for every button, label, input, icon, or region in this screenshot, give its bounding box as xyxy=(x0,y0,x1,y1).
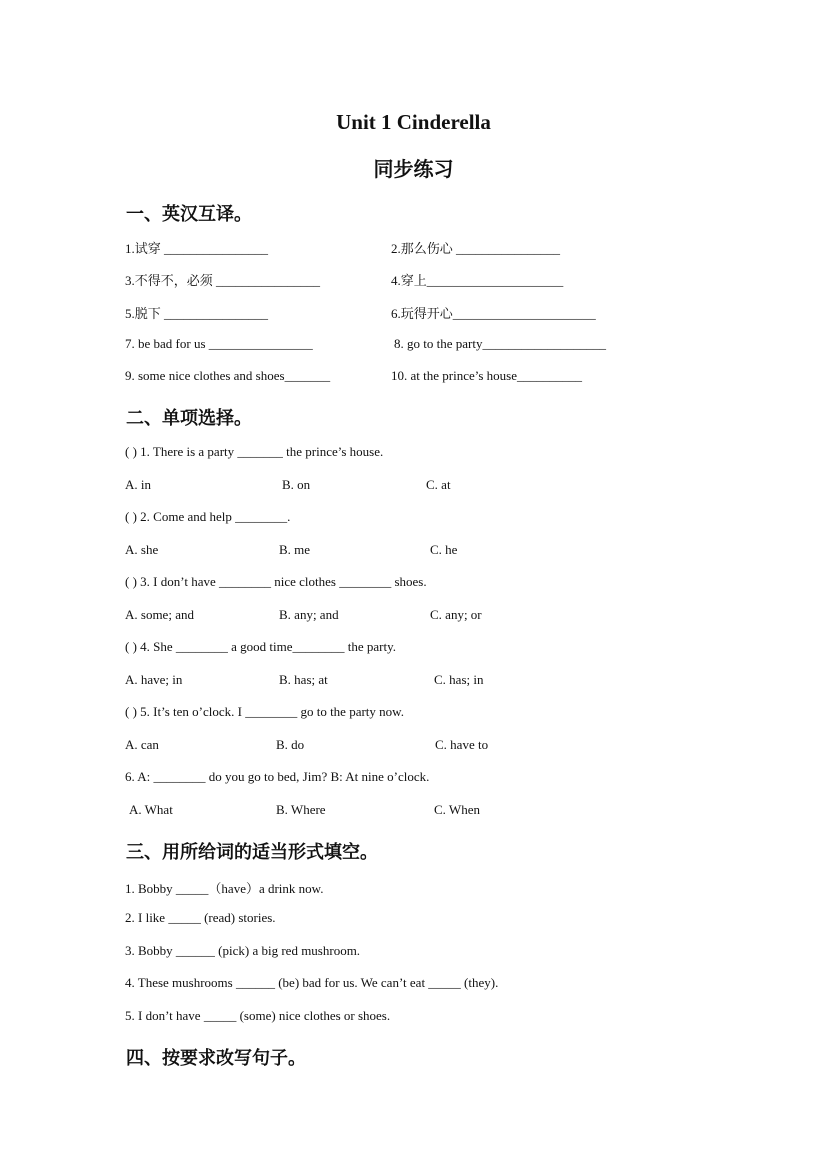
choice-option-2c: C. he xyxy=(430,542,458,557)
translation-item-2: 2.那么伤心 ________________ xyxy=(391,241,561,256)
translation-item-10: 10. at the prince’s house__________ xyxy=(391,368,582,383)
choice-option-4b: B. has; at xyxy=(279,672,328,687)
choice-question-1: ( ) 1. There is a party _______ the prince’s house. xyxy=(125,444,384,459)
choice-option-3b: B. any; and xyxy=(279,607,339,622)
fill-item-5: 5. I don’t have _____ (some) nice clothes or shoes. xyxy=(125,1008,391,1023)
choice-option-2a: A. she xyxy=(125,542,159,557)
fill-item-3: 3. Bobby ______ (pick) a big red mushroom. xyxy=(125,943,361,958)
page-title: Unit 1 Cinderella xyxy=(336,110,491,134)
choice-option-4a: A. have; in xyxy=(125,672,183,687)
fill-item-2: 2. I like _____ (read) stories. xyxy=(125,910,276,925)
page-subtitle: 同步练习 xyxy=(373,159,454,181)
choice-option-6c: C. When xyxy=(434,802,480,817)
choice-option-2b: B. me xyxy=(279,542,311,557)
translation-item-8: 8. go to the party___________________ xyxy=(394,336,606,351)
choice-question-2: ( ) 2. Come and help ________. xyxy=(125,509,291,524)
choice-option-5a: A. can xyxy=(125,737,159,752)
section-4-heading: 四、按要求改写句子。 xyxy=(126,1048,306,1068)
translation-item-1: 1.试穿 ________________ xyxy=(125,241,269,256)
section-2-heading: 二、单项选择。 xyxy=(126,408,252,428)
translation-item-5: 5.脱下 ________________ xyxy=(125,306,269,321)
choice-option-3a: A. some; and xyxy=(125,607,194,622)
translation-item-9: 9. some nice clothes and shoes_______ xyxy=(125,368,331,383)
choice-question-5: ( ) 5. It’s ten o’clock. I ________ go to the party now. xyxy=(125,704,404,719)
translation-item-4: 4.穿上_____________________ xyxy=(391,273,564,288)
translation-item-7: 7. be bad for us ________________ xyxy=(125,336,313,351)
choice-option-1c: C. at xyxy=(426,477,451,492)
fill-item-4: 4. These mushrooms ______ (be) bad for us. We can’t eat _____ (they). xyxy=(125,975,499,990)
fill-item-1: 1. Bobby _____（have）a drink now. xyxy=(125,881,324,896)
choice-question-4: ( ) 4. She ________ a good time________ the party. xyxy=(125,639,397,654)
choice-question-3: ( ) 3. I don’t have ________ nice clothes ________ shoes. xyxy=(125,574,427,589)
choice-option-1b: B. on xyxy=(282,477,311,492)
choice-option-5c: C. have to xyxy=(435,737,489,752)
translation-item-3: 3.不得不，必须 ________________ xyxy=(125,273,321,288)
choice-option-3c: C. any; or xyxy=(430,607,482,622)
choice-option-6a: A. What xyxy=(129,802,173,817)
section-1-heading: 一、英汉互译。 xyxy=(126,204,252,224)
choice-option-1a: A. in xyxy=(125,477,151,492)
choice-option-4c: C. has; in xyxy=(434,672,484,687)
choice-option-5b: B. do xyxy=(276,737,305,752)
choice-question-6: 6. A: ________ do you go to bed, Jim? B: At nine o’clock. xyxy=(125,769,430,784)
section-3-heading: 三、用所给词的适当形式填空。 xyxy=(126,842,378,862)
choice-option-6b: B. Where xyxy=(276,802,326,817)
translation-item-6: 6.玩得开心______________________ xyxy=(391,306,596,321)
